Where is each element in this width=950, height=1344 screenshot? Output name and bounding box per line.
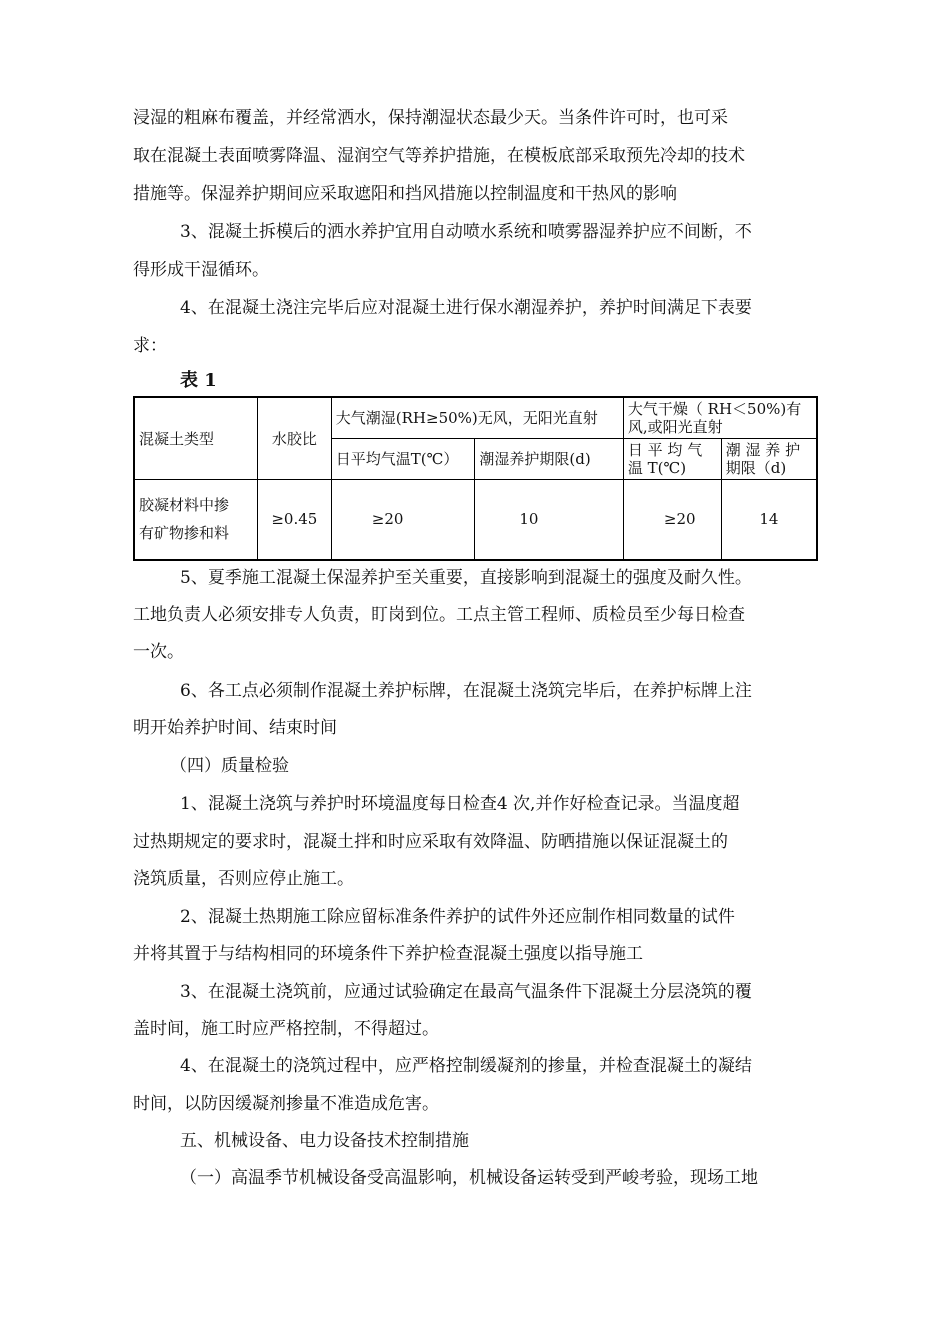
text-line: 1、混凝土浇筑与养护时环境温度每日检查4 次,并作好检查记录。当温度超: [180, 794, 740, 814]
header-dry-condition-line2: 风,或阳光直射: [627, 418, 723, 436]
text-line: 求：: [133, 336, 167, 356]
text-line: 4、在混凝土的浇筑过程中，应严格控制缓凝剂的掺量，并检查混凝土的凝结: [180, 1056, 752, 1076]
text-line: 浸湿的粗麻布覆盖，并经常洒水，保持潮湿状态最少天。当条件许可时，也可采: [133, 108, 728, 128]
header-humid-condition: 大气潮湿(RH≥50%)无风，无阳光直射: [331, 397, 623, 439]
text-line: 3、在混凝土浇筑前，应通过试验确定在最高气温条件下混凝土分层浇筑的覆: [180, 982, 752, 1002]
header-avg-temp-2-line1: 日 平 均 气: [627, 441, 703, 459]
text-line: 浇筑质量，否则应停止施工。: [133, 869, 354, 889]
header-avg-temp-2: [623, 439, 721, 480]
header-curing-period-2-line1: 潮 湿 养 护: [725, 441, 801, 459]
header-dry-condition-line1: 大气干燥（ RH＜50%)有: [627, 400, 802, 418]
text-line: 工地负责人必须安排专人负责，盯岗到位。工点主管工程师、质检员至少每日检查: [133, 605, 745, 625]
text-line: 2、混凝土热期施工除应留标准条件养护的试件外还应制作相同数量的试件: [180, 907, 735, 927]
text-line: 时间，以防因缓凝剂掺量不准造成危害。: [133, 1094, 439, 1114]
text-line: 4、在混凝土浇注完毕后应对混凝土进行保水潮湿养护，养护时间满足下表要: [180, 298, 752, 318]
header-avg-temp-1: 日平均气温T(℃）: [331, 439, 475, 480]
header-curing-period-1: 潮湿养护期限(d): [475, 439, 624, 480]
header-concrete-type: 混凝土类型: [134, 397, 257, 480]
text-line: 并将其置于与结构相同的环境条件下养护检查混凝土强度以指导施工: [133, 944, 643, 964]
cell-concrete-type-line1: 胶凝材料中掺: [139, 495, 230, 514]
section-heading: （四）质量检验: [170, 756, 289, 776]
text-line: 得形成干湿循环。: [133, 260, 269, 280]
text-line: 6、各工点必须制作混凝土养护标牌，在混凝土浇筑完毕后，在养护标牌上注: [180, 681, 752, 701]
cell-avg-temp-1: ≥20: [331, 480, 475, 560]
text-line: 3、混凝土拆模后的洒水养护宜用自动喷水系统和喷雾器湿养护应不间断，不: [180, 222, 752, 242]
cell-curing-period-1: 10: [475, 480, 624, 560]
table-caption: 表 1: [180, 370, 217, 391]
text-line: 措施等。保湿养护期间应采取遮阳和挡风措施以控制温度和干热风的影响: [133, 184, 677, 204]
header-curing-period-2-line2: 期限（d): [725, 459, 787, 477]
cell-curing-period-2: 14: [721, 480, 817, 560]
text-line: 过热期规定的要求时，混凝土拌和时应采取有效降温、防晒措施以保证混凝土的: [133, 832, 728, 852]
text-line: 盖时间，施工时应严格控制，不得超过。: [133, 1019, 439, 1039]
cell-concrete-type-line2: 有矿物掺和料: [139, 524, 230, 543]
cell-avg-temp-2: ≥20: [623, 480, 721, 560]
header-avg-temp-2-line2: 温 T(℃): [627, 459, 687, 477]
header-dry-condition: [623, 397, 817, 439]
section-heading: 五、机械设备、电力设备技术控制措施: [180, 1131, 469, 1151]
header-curing-period-2: [721, 439, 817, 480]
text-line: 取在混凝土表面喷雾降温、湿润空气等养护措施，在模板底部采取预先冷却的技术: [133, 146, 745, 166]
text-line: （一）高温季节机械设备受高温影响，机械设备运转受到严峻考验，现场工地: [180, 1168, 758, 1188]
header-water-binder-ratio: 水胶比: [257, 397, 331, 480]
cell-concrete-type: [134, 480, 257, 560]
text-line: 一次。: [133, 642, 184, 662]
curing-table: [133, 396, 818, 561]
text-line: 5、夏季施工混凝土保湿养护至关重要，直接影响到混凝土的强度及耐久性。: [180, 568, 752, 588]
text-line: 明开始养护时间、结束时间: [133, 718, 337, 738]
cell-water-binder-ratio: ≥0.45: [257, 480, 331, 560]
